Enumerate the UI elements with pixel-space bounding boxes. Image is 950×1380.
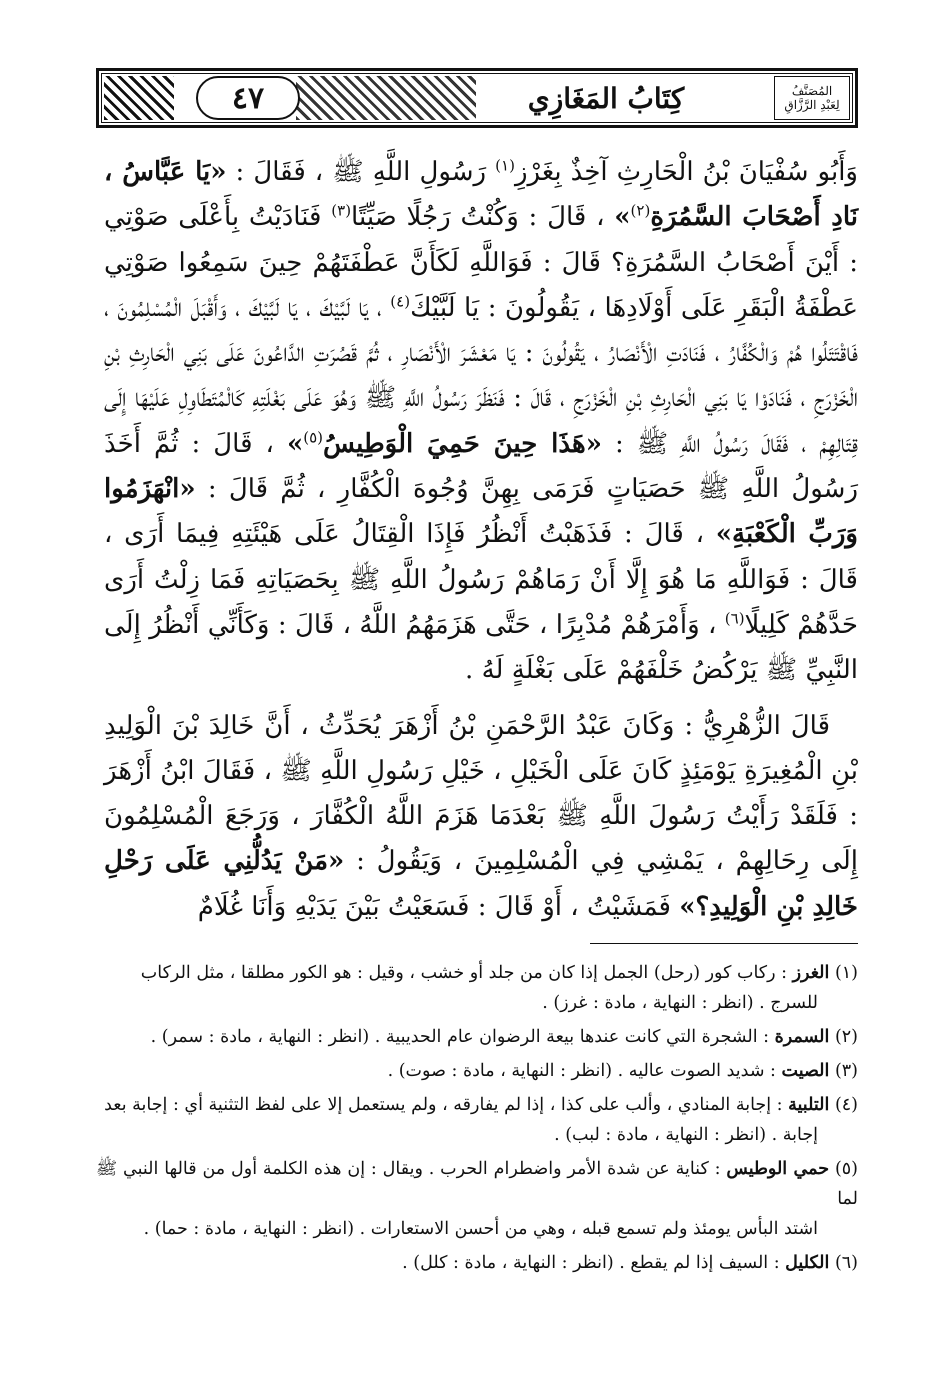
- footnote: (٣) الصيت : شديد الصوت عاليه . (انظر : النهاية ، مادة : صوت) .: [387, 1061, 858, 1081]
- footnotes: [96, 958, 858, 1282]
- footnote-divider: [590, 943, 858, 944]
- prophet-quote: «انْهَزَمُوا وَرَبِّ الْكَعْبَةِ»: [104, 474, 858, 550]
- footnote: (١) الغرز : ركاب كور (رحل) الجمل إذا كان من جلد أو خشب ، وقيل : هو الكور مطلقا ، مثل الركاب للسرج . (انظر : النهاية ، مادة : غرز) .: [140, 963, 858, 1013]
- footnote-ref: (٦): [724, 609, 745, 628]
- footnote: (٦) الكليل : السيف إذا لم يقطع . (انظر : النهاية ، مادة : كلل) .: [402, 1253, 858, 1273]
- seal-line-1: المُصَنَّفُ: [791, 84, 833, 98]
- book-seal: [774, 76, 850, 120]
- footnote-ref: (٥): [303, 428, 323, 447]
- footnote: (٢) السمرة : الشجرة التي كانت عندها بيعة الرضوان عام الحديبية . (انظر : النهاية ، مادة : سمر) .: [150, 1027, 858, 1047]
- header-ornament-mid-left: [296, 76, 486, 120]
- seal-line-2: لِعَبْدِ الرَّزَّاقِ: [784, 98, 840, 112]
- footnote-ref: (٣): [331, 201, 352, 220]
- footnote: (٥) حمي الوطيس : كناية عن شدة الأمر واضطرام الحرب . ويقال : إن هذه الكلمة أول من قالها النبي ﷺ لما اشتد البأس يومئذ ولم تسمع قبله ، وهي من أحسن الاستعارات . (انظر : النهاية ، مادة : حما) .: [96, 1159, 858, 1239]
- prophet-quote: «مَنْ يَدُلُّنِي عَلَى رَحْلِ خَالِدِ بْنِ الْوَلِيدِ؟»: [104, 846, 858, 922]
- prophet-quote: «يَا عَبَّاسُ ، نَادِ أَصْحَابَ السَّمُرَةِ: [104, 157, 859, 233]
- paragraph-2: قَالَ الزُّهْرِيُّ : وَكَانَ عَبْدُ الرَّحْمَنِ بْنُ أَزْهَرَ يُحَدِّثُ ، أَنَّ خَالِدَ بْنَ الْوَلِيدِ بْنِ الْمُغِيرَةِ يَوْمَئِذٍ كَانَ عَلَى الْخَيْلِ ، خَيْلِ رَسُولِ اللَّهِ ﷺ ، فَقَالَ ابْنُ أَزْهَرَ : فَلَقَدْ رَأَيْتُ رَسُولَ اللَّهِ ﷺ بَعْدَمَا هَزَمَ اللَّهُ الْكُفَّارَ ، وَرَجَعَ الْمُسْلِمُونَ إِلَى رِحَالِهِمْ ، يَمْشِي فِي الْمُسْلِمِينَ ، وَيَقُولُ : «مَنْ يَدُلُّنِي عَلَى رَحْلِ خَالِدِ بْنِ الْوَلِيدِ؟» فَمَشَيْتُ ، أَوْ قَالَ : فَسَعَيْتُ بَيْنَ يَدَيْهِ وَأَنَا غُلَامٌ: [104, 710, 858, 922]
- footnote-ref: (٤): [390, 292, 411, 311]
- prophet-quote: «هَذَا حِينَ حَمِيَ الْوَطِيسُ: [322, 428, 602, 459]
- ornamental-header: [96, 68, 858, 128]
- main-text: [104, 150, 858, 930]
- footnote-ref: (٢): [630, 201, 651, 220]
- header-ornament-left: [104, 76, 174, 120]
- footnote: (٤) التلبية : إجابة المنادي ، وألب على كذا ، إذا لم يفارقه ، ولم يستعمل إلا على لفظ التثنية أي : إجابة بعد إجابة . (انظر : النهاية ، مادة : لبب) .: [104, 1095, 858, 1145]
- page-number: ٤٧: [196, 76, 300, 120]
- page-title: كِتَابُ المَغَازِي: [476, 76, 736, 120]
- footnote-ref: (١): [495, 156, 515, 175]
- paragraph-1: وَأَبُو سُفْيَانَ بْنُ الْحَارِثِ آخِذٌ بِغَرْزِ$^{(١)}$ رَسُولِ اللَّهِ ﷺ ، فَقَالَ : «يَا عَبَّاسُ ، نَادِ أَصْحَابَ السَّمُرَةِ$^{(٢)}$» ، قَالَ : وَكُنْتُ رَجُلًا صَيِّتًا$^{(٣)}$ فَنَادَيْتُ بِأَعْلَى صَوْتِي : أَيْنَ أَصْحَابُ السَّمُرَةِ؟ قَالَ : فَوَاللَّهِ لَكَأَنَّ عَطْفَتَهُمْ حِينَ سَمِعُوا صَوْتِي عَطْفَةُ الْبَقَرِ عَلَى أَوْلَادِهَا ، يَقُولُونَ : يَا لَبَّيْكَ$^{(٤)}$ ، يَا لَبَّيْكَ ، يَا لَبَّيْكَ ، وَأَقْبَلَ الْمُسْلِمُونَ ، فَاقْتَتَلُوا هُمْ وَالْكُفَّارُ ، فَنَادَتِ الْأَنْصَارُ ، يَقُولُونَ : يَا مَعْشَرَ الْأَنْصَارِ ، ثُمَّ قَصُرَتِ الدَّاعُونَ عَلَى بَنِي الْحَارِثِ بْنِ الْخَزْرَجِ ، فَنَادَوْا يَا بَنِي الْحَارِثِ بْنِ الْخَزْرَجِ ، قَالَ : فَنَظَرَ رَسُولُ اللَّهِ ﷺ وَهُوَ عَلَى بَغْلَتِهِ كَالْمُتَطَاوِلِ عَلَيْهَا إِلَى قِتَالِهِمْ ، فَقَالَ رَسُولُ اللَّهِ ﷺ : «هَذَا حِينَ حَمِيَ الْوَطِيسُ$^{(٥)}$» ، قَالَ : ثُمَّ أَخَذَ رَسُولُ اللَّهِ ﷺ حَصَيَاتٍ فَرَمَى بِهِنَّ وُجُوهَ الْكُفَّارِ ، ثُمَّ قَالَ : «انْهَزَمُوا وَرَبِّ الْكَعْبَةِ» ، قَالَ : فَذَهَبْتُ أَنْظُرُ فَإِذَا الْقِتَالُ عَلَى هَيْئَتِهِ فِيمَا أَرَى ، قَالَ : فَوَاللَّهِ مَا هُوَ إِلَّا أَنْ رَمَاهُمْ رَسُولُ اللَّهِ ﷺ بِحَصَيَاتِهِ فَمَا زِلْتُ أَرَى حَدَّهُمْ كَلِيلًا$^{(٦)}$ ، وَأَمْرَهُمْ مُدْبِرًا ، حَتَّى هَزَمَهُمُ اللَّهُ ، قَالَ : وَكَأَنِّي أَنْظُرُ إِلَى النَّبِيِّ ﷺ يَرْكُضُ خَلْفَهُمْ عَلَى بَغْلَةٍ لَهُ .: [104, 156, 859, 686]
